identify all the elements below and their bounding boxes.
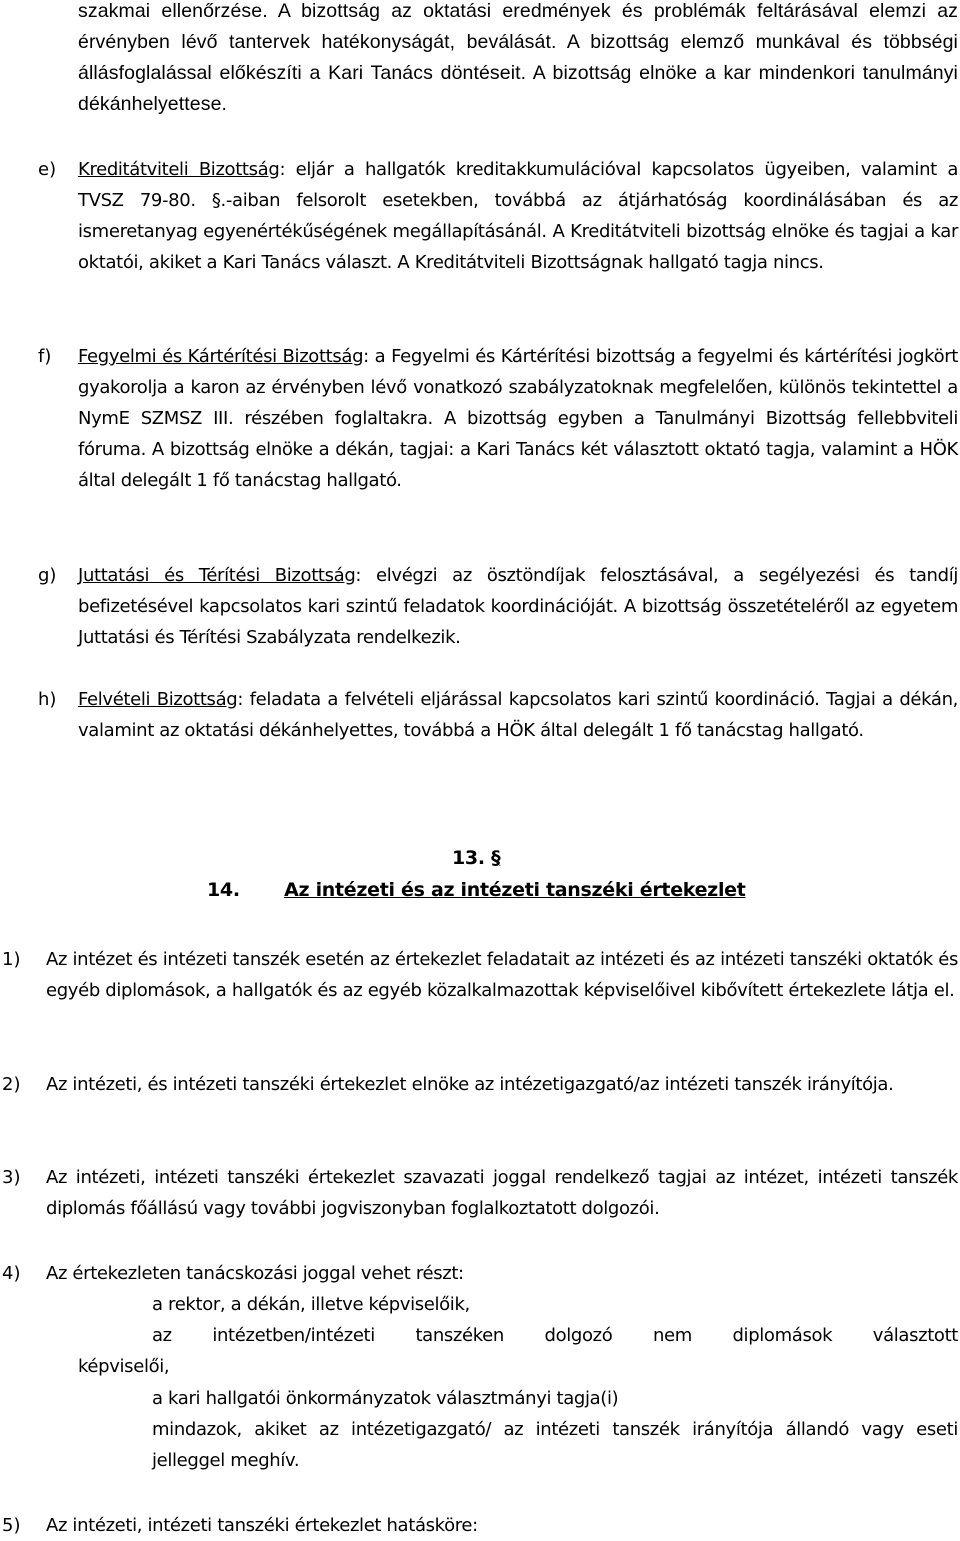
list-item: Az intézeti, és intézeti tanszéki értekezlet elnöke az intézetigazgató/az intézeti tanszék irányítója.	[46, 1074, 894, 1095]
list-item: Az intézet és intézeti tanszék esetén az értekezlet feladatait az intézeti és az intézeti tanszéki oktatók és egyéb diplomások, a hallgatók és az egyéb közalkalmazottak képviselőivel kibővített értekezlete látja el.	[46, 949, 958, 1001]
list-item: Az értekezleten tanácskozási joggal vehet részt:	[46, 1263, 464, 1284]
section-number-old: 13. §	[452, 847, 501, 869]
committee-name: Fegyelmi és Kártérítési Bizottság	[78, 346, 364, 367]
sub-item: a rektor, a dékán, illetve képviselőik,	[152, 1294, 470, 1315]
committee-name: Juttatási és Térítési Bizottság	[78, 565, 356, 586]
item-marker: 2)	[2, 1074, 21, 1095]
committee-kreditatviteli	[78, 154, 958, 278]
list-item: Az intézeti, intézeti tanszéki értekezlet hatásköre:	[46, 1515, 478, 1536]
sub-item: képviselői,	[78, 1356, 170, 1377]
intro-paragraph: szakmai ellenőrzése. A bizottság az oktatási eredmények és problémák feltárásával elemzi az érvényben lévő tantervek hatékonyságát, beválását. A bizottság elemző munkával és többségi állásfoglalással előkészíti a Kari Tanács döntéseit. A bizottság elnöke a kar mindenkori tanulmányi dékánhelyettese.	[78, 0, 958, 115]
item-marker: 4)	[2, 1263, 21, 1284]
sub-item: a kari hallgatói önkormányzatok választmányi tagja(i)	[152, 1388, 619, 1409]
sub-item: mindazok, akiket az intézetigazgató/ az intézeti tanszék irányítója állandó vagy eseti jelleggel meghív.	[152, 1419, 958, 1471]
committee-marker: e)	[38, 159, 57, 180]
committee-fegyelmi	[78, 341, 958, 496]
section-heading	[207, 874, 746, 906]
section-number: 14.	[207, 879, 240, 901]
section-sign: §	[491, 847, 501, 869]
committee-felveteli	[78, 684, 958, 746]
committee-text: : eljár a hallgatók kreditakkumulációval kapcsolatos ügyeiben, valamint a TVSZ 79-80. §.-aiban felsorolt esetekben, továbbá az átjárhatóság koordinálásában és az ismeretanyag egyenértékűségének megállapításánál. A Kreditátviteli bizottság elnöke és tagjai a kar oktatói, akiket a Kari Tanács választ. A Kreditátviteli Bizottságnak hallgató tagja nincs.	[78, 159, 958, 273]
committee-marker: f)	[38, 346, 52, 367]
item-marker: 1)	[2, 949, 21, 970]
section-title: Az intézeti és az intézeti tanszéki értekezlet	[284, 879, 746, 901]
committee-text: : elvégzi az ösztöndíjak felosztásával, a segélyezési és tandíj befizetésével kapcsolatos kari szintű feladatok koordinációját. A bizottság összetételéről az egyetem Juttatási és Térítési Szabályzata rendelkezik.	[78, 565, 958, 648]
item-marker: 3)	[2, 1167, 21, 1188]
item-marker: 5)	[2, 1515, 21, 1536]
committee-name: Felvételi Bizottság	[78, 689, 238, 710]
committee-marker: g)	[38, 565, 57, 586]
committee-marker: h)	[38, 689, 57, 710]
committee-text: : a Fegyelmi és Kártérítési bizottság a fegyelmi és kártérítési jogkört gyakorolja a karon az érvényben lévő vonatkozó szabályzatoknak megfelelően, különös tekintettel a NymE SZMSZ III. részében foglaltakra. A bizottság egyben a Tanulmányi Bizottság fellebbviteli fóruma. A bizottság elnöke a dékán, tagjai: a Kari Tanács két választott oktató tagja, valamint a HÖK által delegált 1 fő tanácstag hallgató.	[78, 346, 959, 491]
committee-juttatasi	[78, 560, 958, 653]
list-item: Az intézeti, intézeti tanszéki értekezlet szavazati joggal rendelkező tagjai az intézet, intézeti tanszék diplomás főállású vagy további jogviszonyban foglalkoztatott dolgozói.	[46, 1167, 958, 1219]
sub-item: az intézetben/intézeti tanszéken dolgozó nem diplomások választott	[152, 1325, 958, 1346]
committee-text: : feladata a felvételi eljárással kapcsolatos kari szintű koordináció. Tagjai a dékán, valamint az oktatási dékánhelyettes, továbbá a HÖK által delegált 1 fő tanácstag hallgató.	[78, 689, 958, 741]
committee-name: Kreditátviteli Bizottság	[78, 159, 280, 180]
